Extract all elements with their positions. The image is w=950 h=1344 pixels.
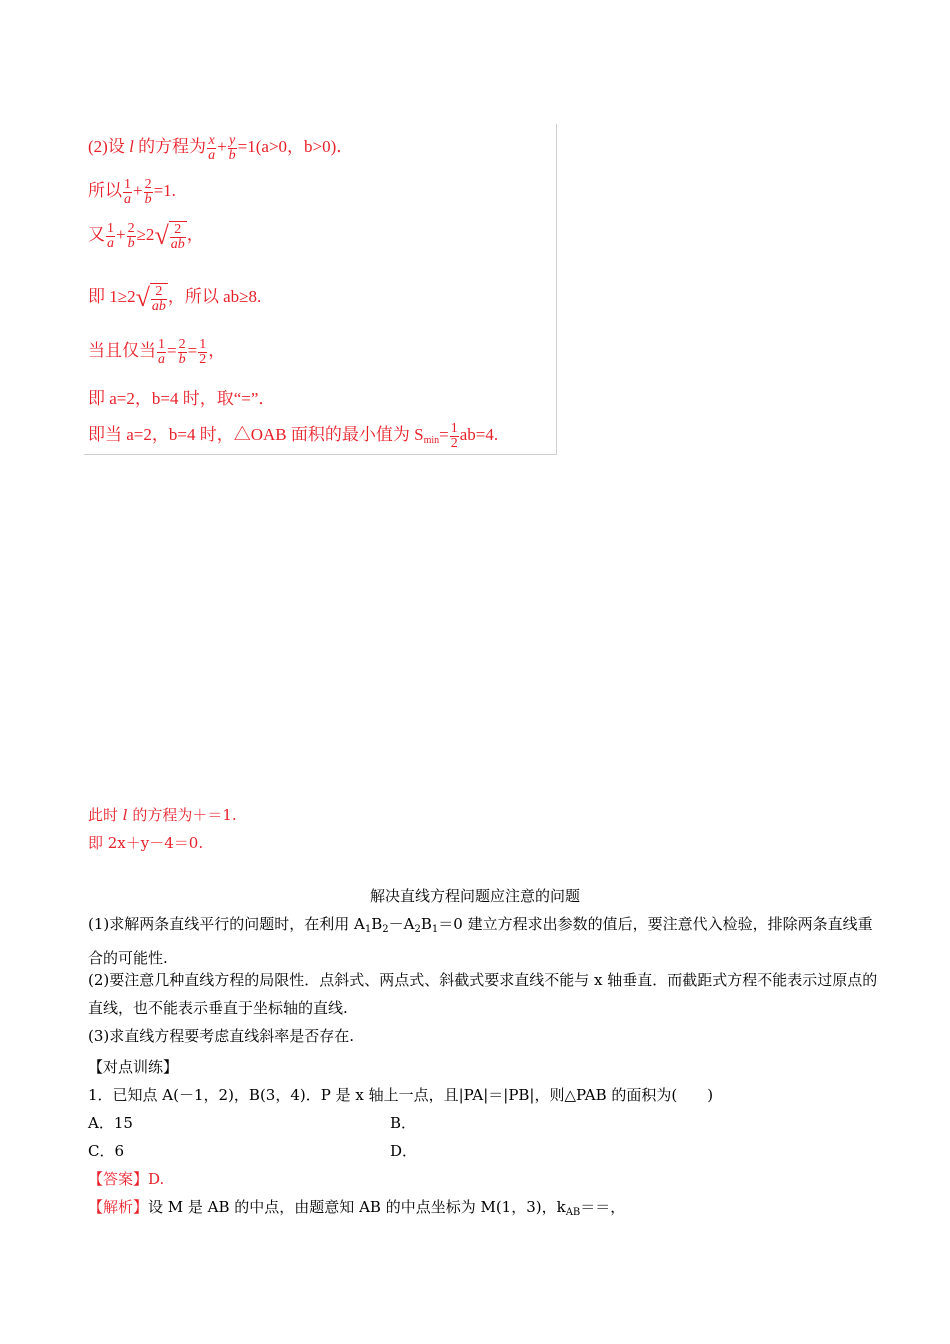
note-1: (1)求解两条直线平行的问题时，在利用 $A_1B_2-A_2B_1=0$ 建立方程求出参数的值后，要注意代入检验，排除两条直线重合的可能性. bbox=[88, 915, 873, 967]
answer: 【答案】D. bbox=[88, 1170, 165, 1188]
training-header: 【对点训练】 bbox=[88, 1058, 179, 1076]
option-a: A．15 bbox=[88, 1114, 133, 1132]
solution-line-1: (2)设 l 的方程为 $\frac{x}{a}$ + $\frac{y}{b}$ =1(a>0，b>0)． bbox=[88, 132, 354, 163]
solution-line-3: 又 $\frac{1}{a}$ + $\frac{2}{b}$ ≥2√ $\frac{2}{ab}$ ， bbox=[88, 220, 204, 252]
solution-image-box bbox=[84, 124, 557, 455]
option-c: C．6 bbox=[88, 1142, 125, 1160]
solution-line-4: 即 1≥2√ $\frac{2}{ab}$ ，所以 ab≥8. bbox=[88, 283, 262, 314]
result-line-1: 此时 l 的方程为＋＝1. bbox=[88, 806, 237, 824]
solution-line-7: 即当 a=2，b=4 时，△OAB 面积的最小值为 $S_{min}=$ $\frac{1}{2}$ ab=4. bbox=[88, 420, 499, 451]
analysis-text: 设 M 是 AB 的中点，由题意知 AB 的中点坐标为 M(1，3)，k bbox=[148, 1198, 566, 1216]
analysis-label: 【解析】 bbox=[88, 1198, 149, 1216]
note-3: (3)求直线方程要考虑直线斜率是否存在. bbox=[88, 1027, 355, 1045]
option-d: D． bbox=[390, 1142, 418, 1160]
section-title: 解决直线方程问题应注意的问题 bbox=[369, 887, 580, 905]
question-1: 1．已知点 A(－1，2)，B(3，4)．P 是 x 轴上一点，且|PA|＝|PB|，则△PAB 的面积为( ) bbox=[88, 1086, 714, 1104]
solution-line-2: 所以 $\frac{1}{a}$ + $\frac{2}{b}$ =1. bbox=[88, 176, 176, 207]
option-b: B． bbox=[390, 1114, 417, 1132]
solution-line-6: 即 a=2，b=4 时，取“=”． bbox=[88, 389, 276, 408]
solution-line-5: 当且仅当 $\frac{1}{a}$ = $\frac{2}{b}$ = $\frac{1}{2}$ ， bbox=[88, 336, 226, 367]
analysis: 【解析】设 M 是 AB 的中点，由题意知 AB 的中点坐标为 M(1，3)，$k_{AB}==$， bbox=[88, 1198, 626, 1218]
note-2: (2)要注意几种直线方程的局限性．点斜式、两点式、斜截式要求直线不能与 x 轴垂直．而截距式方程不能表示过原点的直线，也不能表示垂直于坐标轴的直线. bbox=[88, 971, 878, 1017]
result-line-2: 即 2x＋y－4＝0. bbox=[88, 834, 204, 852]
